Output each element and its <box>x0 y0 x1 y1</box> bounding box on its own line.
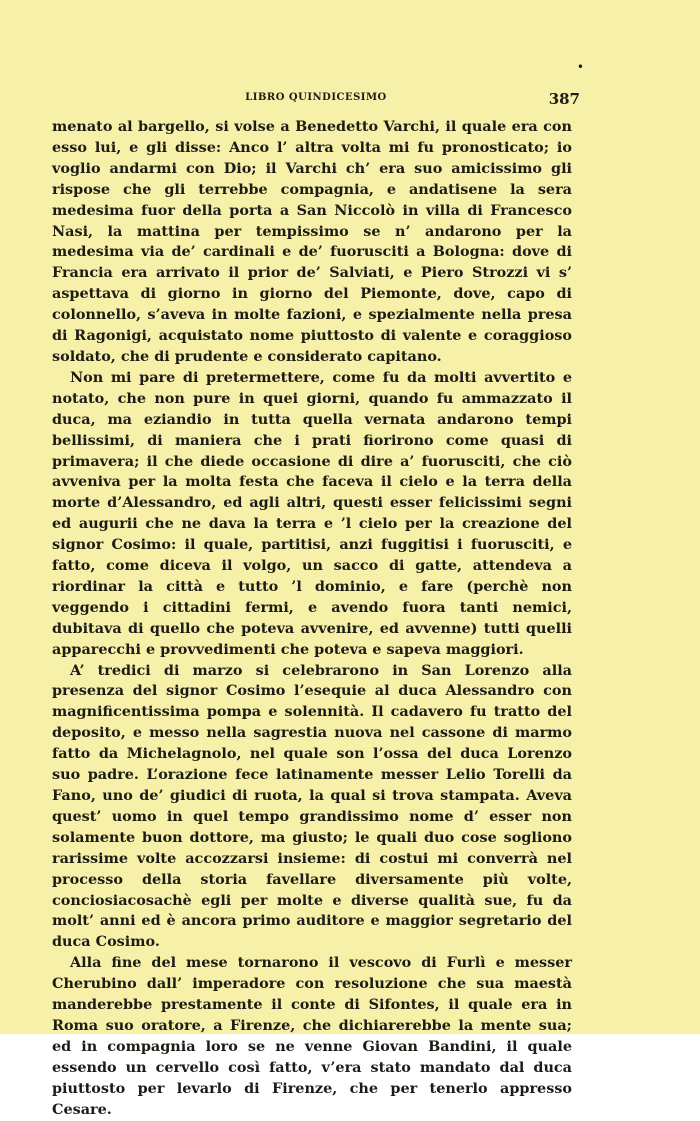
page-header <box>52 90 580 112</box>
corner-mark: • <box>576 60 584 74</box>
running-title: LIBRO QUINDICESIMO <box>245 92 387 103</box>
paragraph-2: Non mi pare di pretermettere, come fu da molti avvertito e notato, che non pure in quei giorni, quando fu ammazzato il duca, ma eziandio in tutta quella vernata andarono tempi bellissimi, di maniera che i prati fiorirono come quasi di primavera; il che diede occasione di dire a’ fuorusciti, che ciò avveniva per la molta festa che faceva il cielo e la terra della morte d’Alessandro, ed agli altri, questi esser felicissimi segni ed augurii che ne dava la terra e ’l cielo per la creazione del signor Cosimo: il quale, partitisi, anzi fuggitisi i fuorusciti, e fatto, come diceva il volgo, un sacco di gatte, attendeva a riordinar la città e tutto ’l dominio, e fare (perchè non veggendo i cittadini fermi, e avendo fuora tanti nemici, dubitava di quello che poteva avvenire, ed avvenne) tutti quelli apparecchi e provvedimenti che poteva e sapeva maggiori. <box>52 368 572 658</box>
paragraph-4: Alla fine del mese tornarono il vescovo di Furlì e messer Cherubino dall’ imperadore con resoluzione che sua maestà manderebbe prestamente il conte di Sifontes, il quale era in Roma suo oratore, a Firenze, che dichiarerebbe la mente sua; ed in compagnia loro se ne venne Giovan Bandini, il quale essendo un cervello così fatto, v’era stato mandato dal duca piuttosto per levarlo di Firenze, che per tenerlo appresso Cesare. <box>52 954 572 1118</box>
body-text <box>52 117 572 1121</box>
page-number: 387 <box>548 90 580 108</box>
paragraph-3: A’ tredici di marzo si celebrarono in San Lorenzo alla presenza del signor Cosimo l’esequie al duca Alessandro con magnificentissima pompa e solennità. Il cadavero fu tratto del deposito, e messo nella sagrestia nuova nel cassone di marmo fatto da Michelagnolo, nel quale son l’ossa del duca Lorenzo suo padre. L’orazione fece latinamente messer Lelio Torelli da Fano, uno de’ giudici di ruota, la qual si trova stampata. Aveva quest’ uomo in quel tempo grandissimo nome d’ esser non solamente buon dottore, ma giusto; le quali duo cose sogliono rarissime volte accozzarsi insieme: di costui mi converrà nel processo della storia favellare diversamente più volte, conciosiacosachè egli per molte e diverse qualità sue, fu da molt’ anni ed è ancora primo auditore e maggior segretario del duca Cosimo. <box>52 661 572 951</box>
paragraph-1: menato al bargello, si volse a Benedetto Varchi, il quale era con esso lui, e gli disse: Anco l’ altra volta mi fu pronosticato; io voglio andarmi con Dio; il Varchi ch’ era suo amicissimo gli rispose che gli terrebbe compagnia, e andatisene la sera medesima fuor della porta a San Niccolò in villa di Francesco Nasi, la mattina per tempissimo se n’ andarono per la medesima via de’ cardinali e de’ fuorusciti a Bologna: dove di Francia era arrivato il prior de’ Salviati, e Piero Strozzi vi s’ aspettava di giorno in giorno del Piemonte, dove, capo di colonnello, s’aveva in molte fazioni, e spezialmente nella presa di Ragonigi, acquistato nome piuttosto di valente e coraggioso soldato, che di prudente e considerato capitano. <box>52 118 572 365</box>
